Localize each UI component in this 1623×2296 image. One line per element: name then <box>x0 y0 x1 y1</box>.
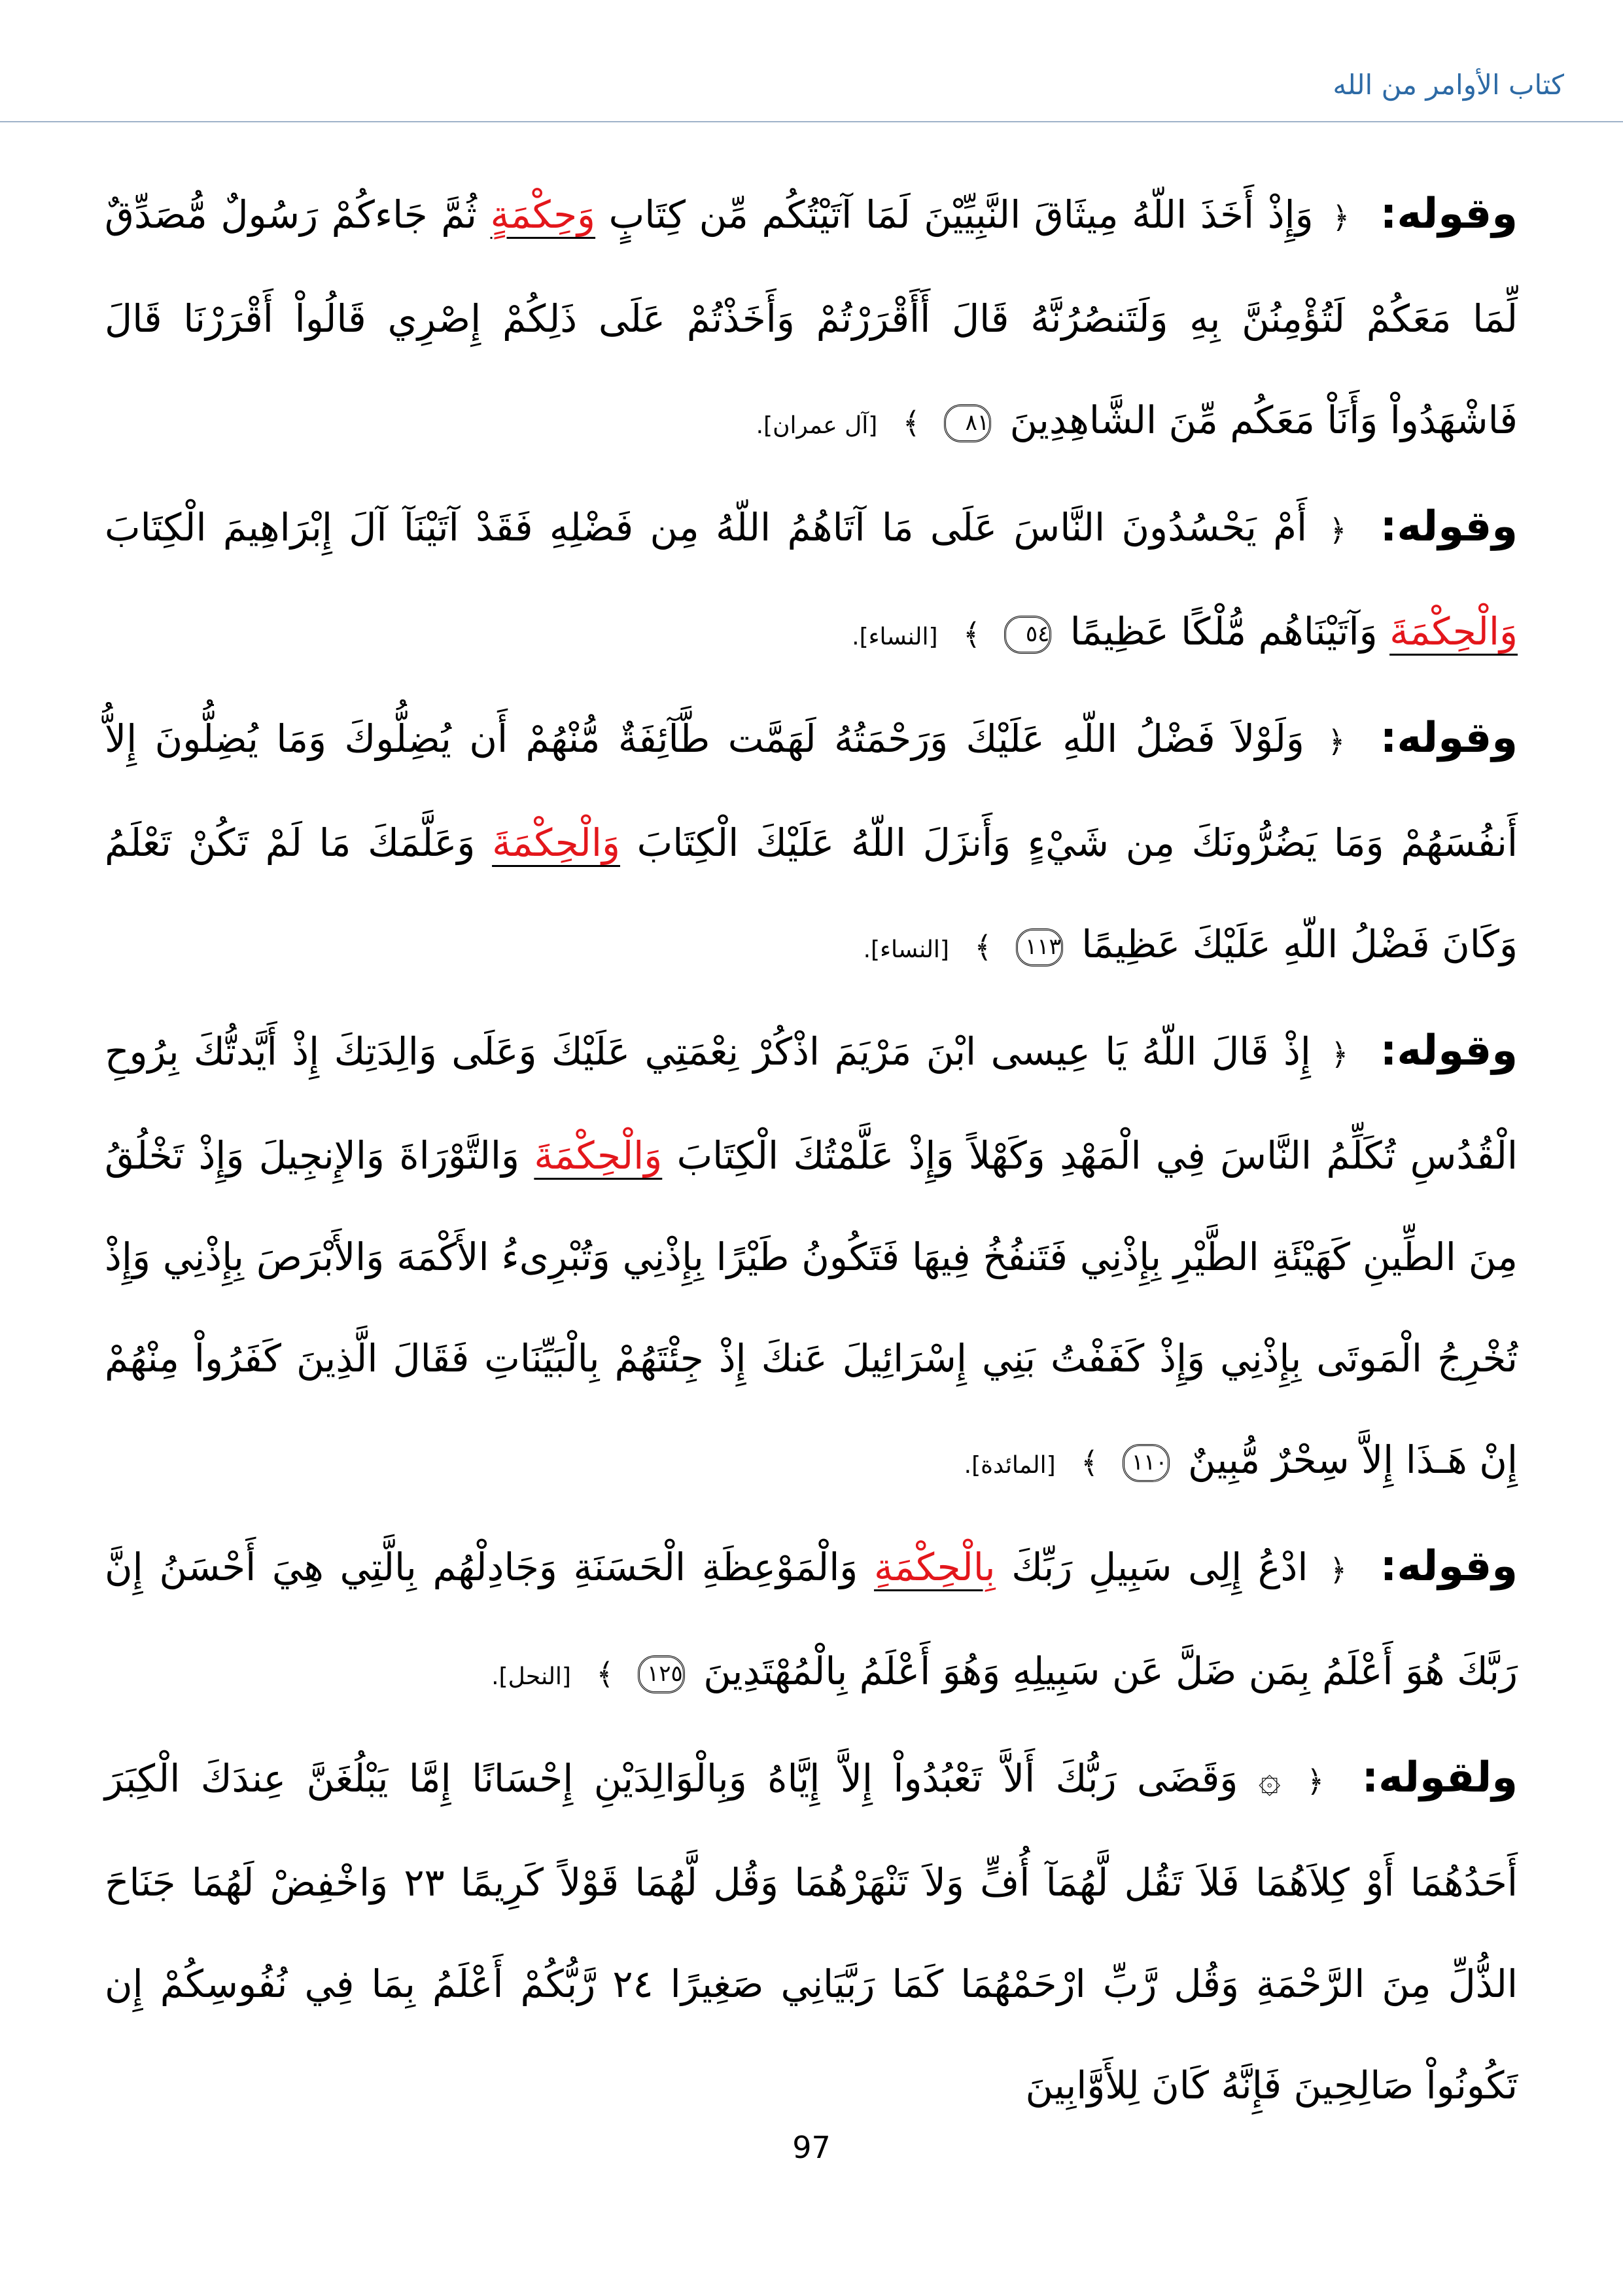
highlighted-word: بِالْحِكْمَةِ <box>873 1545 996 1589</box>
entry-colon: : <box>1380 714 1397 762</box>
verse-text: وَإِذْ أَخَذَ اللّهُ مِيثَاقَ النَّبِيِّيْنَ لَمَا آتَيْتُكُم مِّن كِتَابٍ <box>595 192 1314 237</box>
verse-number-marker: ٨١ <box>944 404 991 442</box>
ornate-bracket-close-icon: ﴾ <box>596 1656 614 1691</box>
verse-text: وَلَوْلاَ فَضْلُ اللّهِ عَلَيْكَ وَرَحْمَتُهُ لَهَمَّت طَّآئِفَةٌ مُّنْهُمْ أَن يُضِلُّوكَ وَمَا يُضِلُّونَ إِلاُّ أَنفُسَهُمْ وَمَا يَضُرُّونَكَ مِن شَيْءٍ وَأَنزَلَ اللّهُ عَلَيْكَ الْكِتَابَ <box>105 716 1518 865</box>
verse-text: وَالْمَوْعِظَةِ الْحَسَنَةِ وَجَادِلْهُم بِالَّتِي هِيَ أَحْسَنُ إِنَّ رَبَّكَ هُوَ أَعْلَمُ بِمَن ضَلَّ عَن سَبِيلِهِ وَهُوَ أَعْلَمُ بِالْمُهْتَدِينَ <box>105 1545 1518 1693</box>
page-number: 97 <box>792 2130 831 2165</box>
ornate-bracket-open-icon: ﴿ <box>1329 1552 1348 1587</box>
highlighted-word: وَالْحِكْمَةَ <box>534 1133 663 1178</box>
surah-reference: [النساء]. <box>852 624 938 650</box>
ornate-bracket-open-icon: ﴿ <box>1306 1763 1325 1799</box>
entry-colon: : <box>1380 190 1397 238</box>
verse-number-marker: ١١٠ <box>1123 1444 1170 1482</box>
entry-keyword: ولقوله <box>1378 1754 1518 1802</box>
verse-entry <box>105 476 1518 688</box>
ornate-bracket-open-icon: ﴿ <box>1329 512 1347 548</box>
verse-number-marker: ١١٣ <box>1016 928 1063 966</box>
entry-colon: : <box>1380 1542 1397 1591</box>
verse-text: وَعَلَّمَكَ مَا لَمْ تَكُنْ تَعْلَمُ وَكَانَ فَضْلُ اللّهِ عَلَيْكَ عَظِيمًا <box>105 821 1518 966</box>
verse-text: ثُمَّ جَاءكُمْ رَسُولٌ مُّصَدِّقٌ لِّمَا مَعَكُمْ لَتُؤْمِنُنَّ بِهِ وَلَتَنصُرُنَّهُ قَالَ أَأَقْرَرْتُمْ وَأَخَذْتُمْ عَلَى ذَلِكُمْ إِصْرِي قَالُواْ أَقْرَرْنَا قَالَ فَاشْهَدُواْ وَأَنَاْ مَعَكُم مِّنَ الشَّاهِدِينَ <box>105 192 1518 442</box>
verse-text: إِذْ قَالَ اللّهُ يَا عِيسى ابْنَ مَرْيَمَ اذْكُرْ نِعْمَتِي عَلَيْكَ وَعَلَى وَالِدَتِكَ إِذْ أَيَّدتُّكَ بِرُوحِ الْقُدُسِ تُكَلِّمُ النَّاسَ فِي الْمَهْدِ وَكَهْلاً وَإِذْ عَلَّمْتُكَ الْكِتَابَ <box>105 1029 1518 1178</box>
verse-text: وَالتَّوْرَاةَ وَالإِنجِيلَ وَإِذْ تَخْلُقُ مِنَ الطِّينِ كَهَيْئَةِ الطَّيْرِ بِإِذْنِي فَتَنفُخُ فِيهَا فَتَكُونُ طَيْرًا بِإِذْنِي وَتُبْرِىءُ الأَكْمَهَ وَالأَبْرَصَ بِإِذْنِي وَإِذْ تُخْرِجُ الْمَوتَى بِإِذْنِي وَإِذْ كَفَفْتُ بَنِي إِسْرَائِيلَ عَنكَ إِذْ جِئْتَهُمْ بِالْبَيِّنَاتِ فَقَالَ الَّذِينَ كَفَرُواْ مِنْهُمْ إِنْ هَـذَا إِلاَّ سِحْرٌ مُّبِينٌ <box>105 1133 1518 1482</box>
entry-colon: : <box>1380 1027 1397 1075</box>
ornate-bracket-close-icon: ﴾ <box>974 929 992 964</box>
entry-keyword: وقوله <box>1397 190 1518 238</box>
surah-reference: [آل عمران]. <box>756 412 878 439</box>
verse-entry <box>105 164 1518 476</box>
document-body <box>105 164 1518 2136</box>
entry-keyword: وقوله <box>1397 714 1518 762</box>
ornate-bracket-close-icon: ﴾ <box>962 616 981 652</box>
ornate-bracket-close-icon: ﴾ <box>902 405 920 440</box>
header-rule <box>0 121 1623 122</box>
verse-entry <box>105 1516 1518 1727</box>
highlighted-word: وَالْحِكْمَةَ <box>492 821 620 865</box>
entry-keyword: وقوله <box>1397 1027 1518 1075</box>
surah-reference: [النساء]. <box>863 936 949 963</box>
surah-reference: [المائدة]. <box>964 1452 1056 1479</box>
verse-number-marker: ١٢٥ <box>638 1655 685 1693</box>
running-header-title: كتاب الأوامر من الله <box>1333 69 1564 101</box>
ornate-bracket-open-icon: ﴿ <box>1327 724 1346 759</box>
verse-text: ۞ وَقَضَى رَبُّكَ أَلاَّ تَعْبُدُواْ إِلاَّ إِيَّاهُ وَبِالْوَالِدَيْنِ إِحْسَانًا إِمَّا يَبْلُغَنَّ عِندَكَ الْكِبَرَ أَحَدُهُمَا أَوْ كِلاَهُمَا فَلاَ تَقُل لَّهُمَآ أُفٍّ وَلاَ تَنْهَرْهُمَا وَقُل لَّهُمَا قَوْلاً كَرِيمًا ٢٣ وَاخْفِضْ لَهُمَا جَنَاحَ الذُّلِّ مِنَ الرَّحْمَةِ وَقُل رَّبِّ ارْحَمْهُمَا كَمَا رَبَّيَانِي صَغِيرًا ٢٤ رَّبُّكُمْ أَعْلَمُ بِمَا فِي نُفُوسِكُمْ إِن تَكُونُواْ صَالِحِينَ فَإِنَّهُ كَانَ لِلأَوَّابِينَ <box>105 1756 1518 2108</box>
highlighted-word: وَالْحِكْمَةَ <box>1389 609 1518 654</box>
entry-colon: : <box>1361 1754 1379 1802</box>
verse-entry <box>105 1000 1518 1516</box>
surah-reference: [النحل]. <box>491 1663 571 1690</box>
ornate-bracket-close-icon: ﴾ <box>1081 1445 1099 1480</box>
verse-entry <box>105 1727 1518 2136</box>
verse-entry <box>105 688 1518 1000</box>
entry-colon: : <box>1380 503 1397 551</box>
highlighted-word: وَحِكْمَةٍ <box>490 192 596 237</box>
verse-text: وَآتَيْنَاهُم مُّلْكًا عَظِيمًا <box>1070 609 1390 654</box>
entry-keyword: وقوله <box>1397 1542 1518 1591</box>
ornate-bracket-open-icon: ﴿ <box>1331 1036 1349 1072</box>
verse-text: ادْعُ إِلِى سَبِيلِ رَبِّكَ <box>995 1545 1308 1589</box>
verse-number-marker: ٥٤ <box>1004 616 1051 654</box>
verse-text: أَمْ يَحْسُدُونَ النَّاسَ عَلَى مَا آتَاهُمُ اللّهُ مِن فَضْلِهِ فَقَدْ آتَيْنَآ آلَ إِبْرَاهِيمَ الْكِتَابَ <box>105 505 1308 550</box>
entry-keyword: وقوله <box>1397 503 1518 551</box>
ornate-bracket-open-icon: ﴿ <box>1332 200 1350 235</box>
